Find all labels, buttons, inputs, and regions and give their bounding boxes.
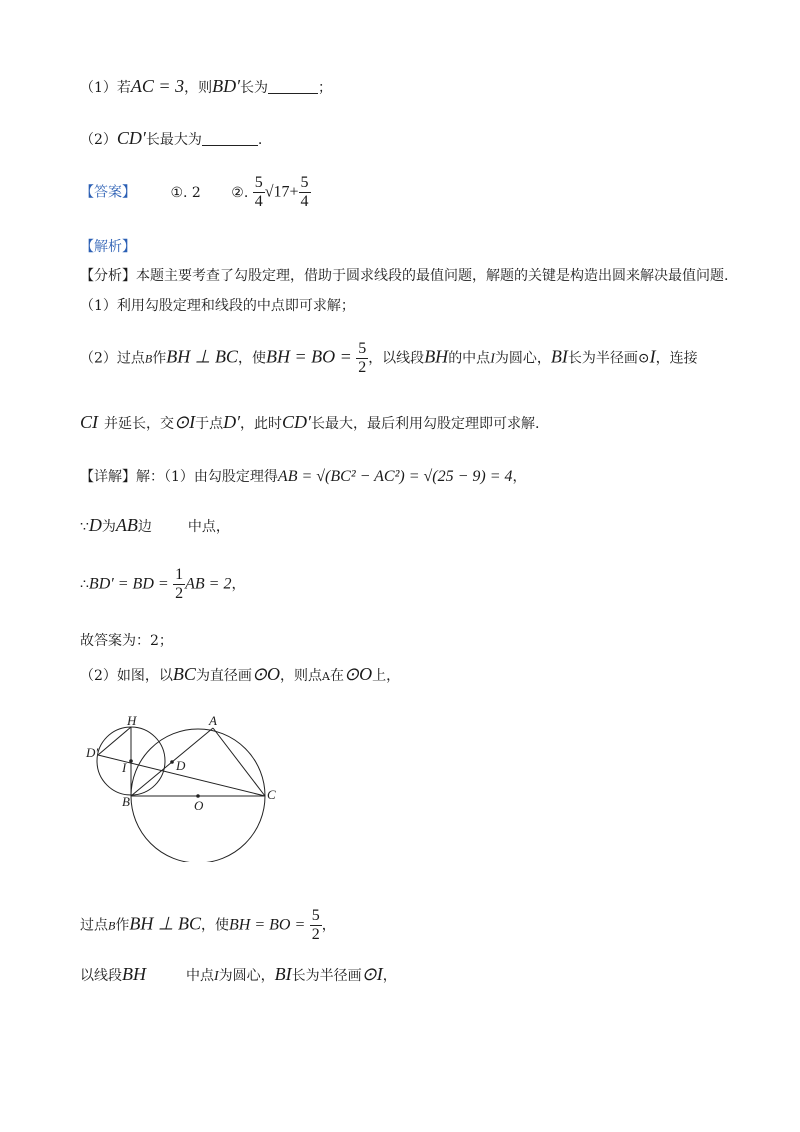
detail-eq: AB = √(BC² − AC²) = √(25 − 9) = 4 [277,468,513,485]
detail-line-1: 【详解】解：（1）由勾股定理得AB = √(BC² − AC²) = √(25 − 9) = 4， [80,468,527,485]
part3-frac: $\frac{5}{2}$ [311,907,320,943]
q1-blank [268,79,318,94]
q2-end: . [257,132,263,148]
question-1 [80,76,332,97]
q1-end: ； [318,80,333,96]
answer-1: ①. 2 [170,184,201,201]
question-2 [80,128,262,149]
detail-line-2: ∵D为AB边 中点， [80,515,230,535]
label-C: C [267,787,276,802]
part2-line: （2）如图，以BC为直径画⊙O，则点A在⊙O上， [80,664,401,684]
answer-root: √17 [264,183,290,201]
fenxi-line: 【分析】本题主要考查了勾股定理，借助于圆求线段的最值问题，解题的关键是构造出圆来解决最值问题. [80,268,729,284]
fenxi-line-3: CI 并延长，交⊙I于点D′，此时CD′长最大，最后利用勾股定理即可求解. [80,412,540,432]
q1-num: （1）若 [80,80,131,96]
label-H: H [127,713,137,728]
fenxi-line-1: （1）利用勾股定理和线段的中点即可求解； [80,298,355,314]
detail-answer: 故答案为：2； [80,633,173,649]
label-I: I [122,760,127,775]
detail-frac: $\frac{1}{2}$ [175,566,184,602]
answer-tag: 【答案】 [80,184,136,201]
fenxi-frac: $\frac{5}{2}$ [358,340,367,376]
geometry-figure [80,712,280,862]
answer-plus: + [289,183,299,201]
q1-tail: 长为 [240,80,269,96]
answer-2-prefix: ②. [231,184,249,201]
q2-blank [202,131,258,146]
q2-num: （2） [80,132,117,148]
label-B: B [122,794,130,809]
q1-mid: ，则 [184,80,213,96]
q1-target: BD′ [212,76,241,96]
label-Dp: D′ [86,745,99,760]
analysis-tag: 【解析】 [80,239,136,255]
part4-line: 以线段BH 中点I为圆心，BI长为半径画⊙I， [80,964,397,984]
label-O: O [194,798,204,813]
detail-line-3: ∴BD′ = BD = $\frac{1}{2}$ AB = 2， [80,566,246,602]
label-A: A [209,713,217,728]
answer-line [80,174,311,211]
fenxi-line-2: （2）过点B作BH ⊥ BC，使BH = BO = $\frac{5}{2}$ ，以线段BH的中点I为圆心，BI长为半径画⊙I，连接 [80,340,698,376]
q1-cond: AC = 3 [130,76,185,96]
answer-frac-2: $\frac{5}{4}$ [300,174,309,210]
answer-frac-1: $\frac{5}{4}$ [254,174,263,210]
q2-target: CD′ [116,128,146,148]
part3-line: 过点B作BH ⊥ BC，使BH = BO = $\frac{5}{2}$ ， [80,907,336,943]
q2-tail: 长最大为 [145,132,202,148]
label-D: D [176,758,186,773]
